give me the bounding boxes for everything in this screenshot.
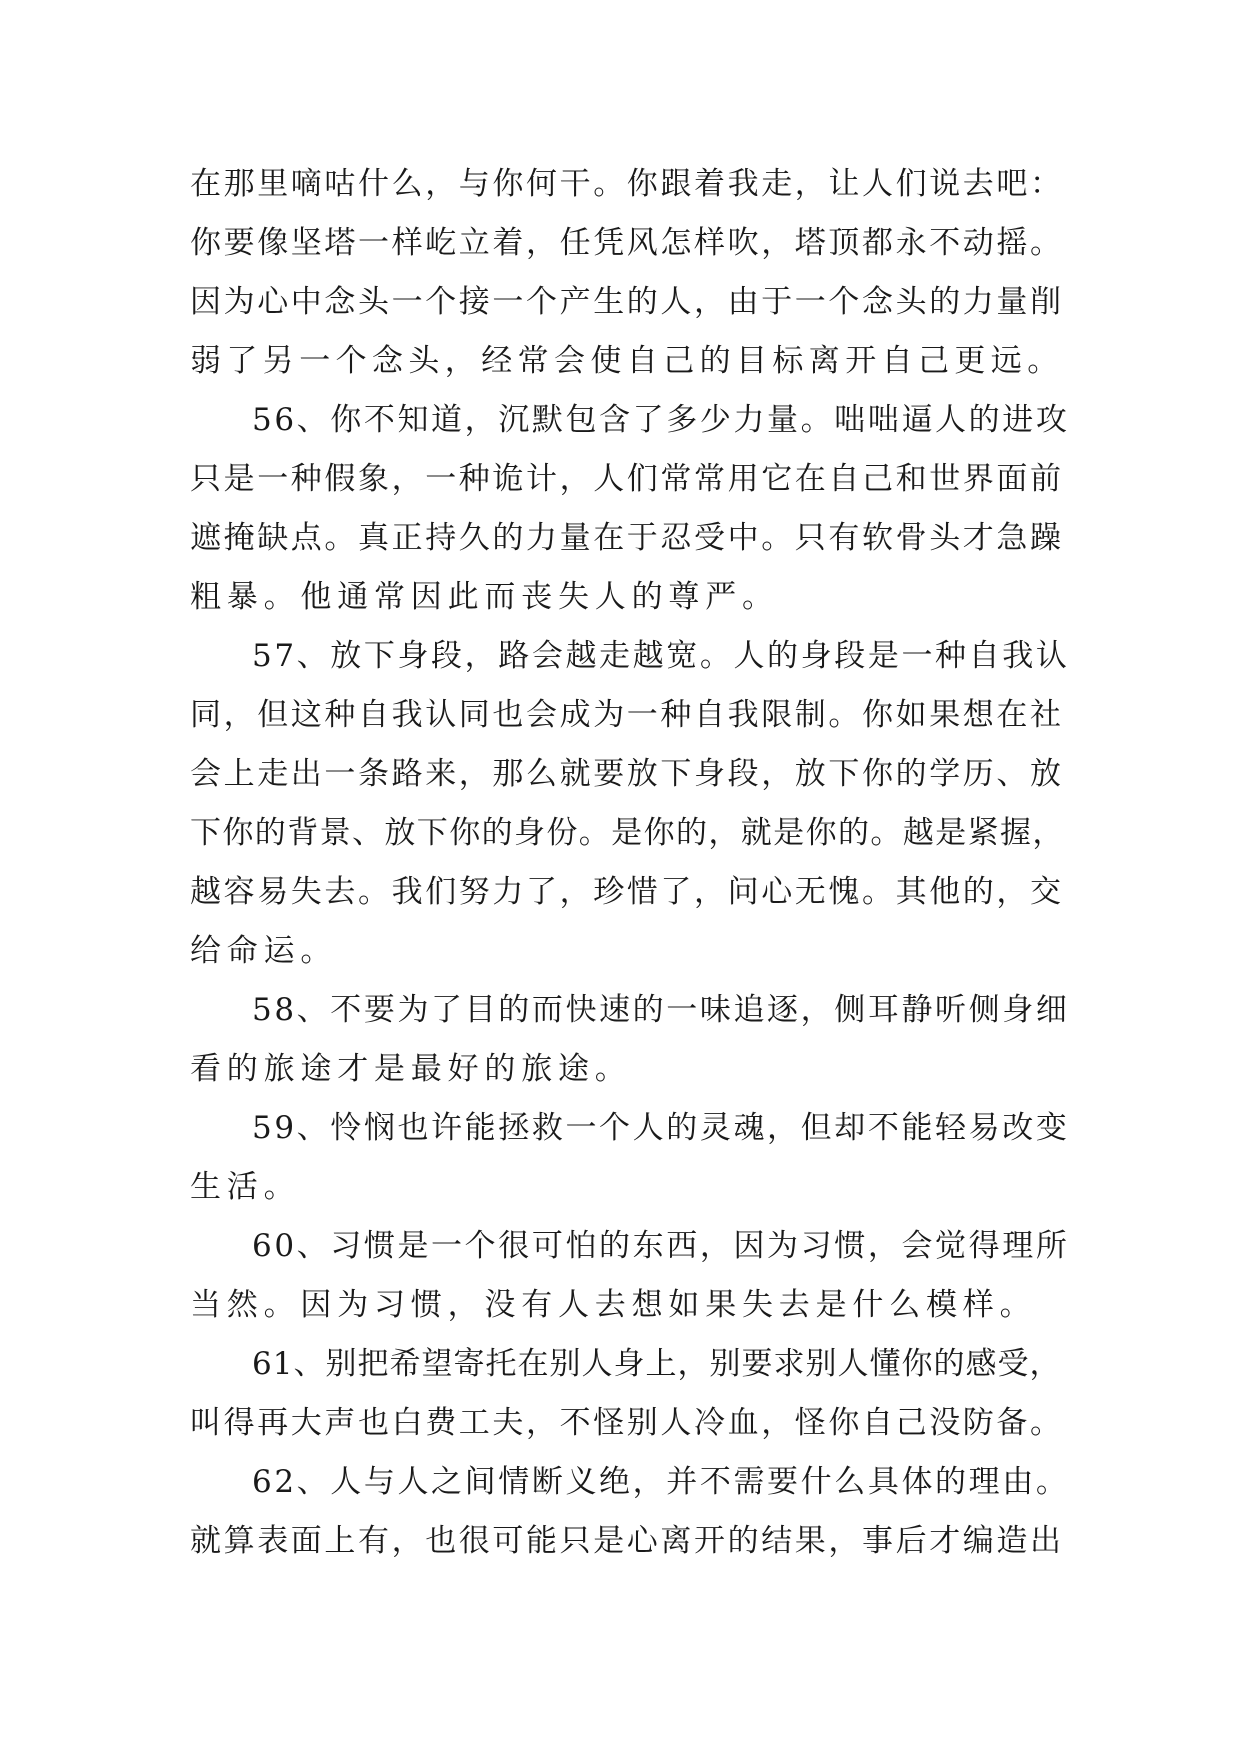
- text-line: 看的旅途才是最好的旅途。: [190, 1051, 632, 1087]
- text-line: 60、习惯是一个很可怕的东西，因为习惯，会觉得理所: [252, 1228, 1070, 1264]
- text-line: 因为心中念头一个接一个产生的人，由于一个念头的力量削: [190, 284, 1064, 320]
- text-line: 56、你不知道，沉默包含了多少力量。咄咄逼人的进攻: [252, 402, 1070, 438]
- text-line: 遮掩缺点。真正持久的力量在于忍受中。只有软骨头才急躁: [190, 520, 1064, 556]
- text-line: 给命运。: [190, 933, 338, 969]
- text-line: 弱了另一个念头，经常会使自己的目标离开自己更远。: [190, 343, 1064, 379]
- text-line: 59、怜悯也许能拯救一个人的灵魂，但却不能轻易改变: [252, 1110, 1070, 1146]
- text-line: 生活。: [190, 1169, 301, 1205]
- text-line: 在那里嘀咕什么，与你何干。你跟着我走，让人们说去吧：: [190, 166, 1064, 202]
- text-line: 当然。因为习惯，没有人去想如果失去是什么模样。: [190, 1287, 1037, 1323]
- text-line: 粗暴。他通常因此而丧失人的尊严。: [190, 579, 779, 615]
- text-line: 就算表面上有，也很可能只是心离开的结果，事后才编造出: [190, 1523, 1064, 1559]
- document-body: [190, 155, 1070, 1571]
- text-line: 57、放下身段，路会越走越宽。人的身段是一种自我认: [252, 638, 1070, 674]
- text-line: 61、别把希望寄托在别人身上，别要求别人懂你的感受，: [252, 1346, 1062, 1382]
- text-line: 越容易失去。我们努力了，珍惜了，问心无愧。其他的，交: [190, 874, 1064, 910]
- text-line: 你要像坚塔一样屹立着，任凭风怎样吹，塔顶都永不动摇。: [190, 225, 1064, 261]
- text-line: 58、不要为了目的而快速的一味追逐，侧耳静听侧身细: [252, 992, 1070, 1028]
- text-line: 62、人与人之间情断义绝，并不需要什么具体的理由。: [252, 1464, 1070, 1500]
- text-line: 会上走出一条路来，那么就要放下身段，放下你的学历、放: [190, 756, 1064, 792]
- text-line: 只是一种假象，一种诡计，人们常常用它在自己和世界面前: [190, 461, 1064, 497]
- text-line: 同，但这种自我认同也会成为一种自我限制。你如果想在社: [190, 697, 1064, 733]
- text-line: 叫得再大声也白费工夫，不怪别人冷血，怪你自己没防备。: [190, 1405, 1064, 1441]
- text-line: 下你的背景、放下你的身份。是你的，就是你的。越是紧握，: [190, 815, 1065, 851]
